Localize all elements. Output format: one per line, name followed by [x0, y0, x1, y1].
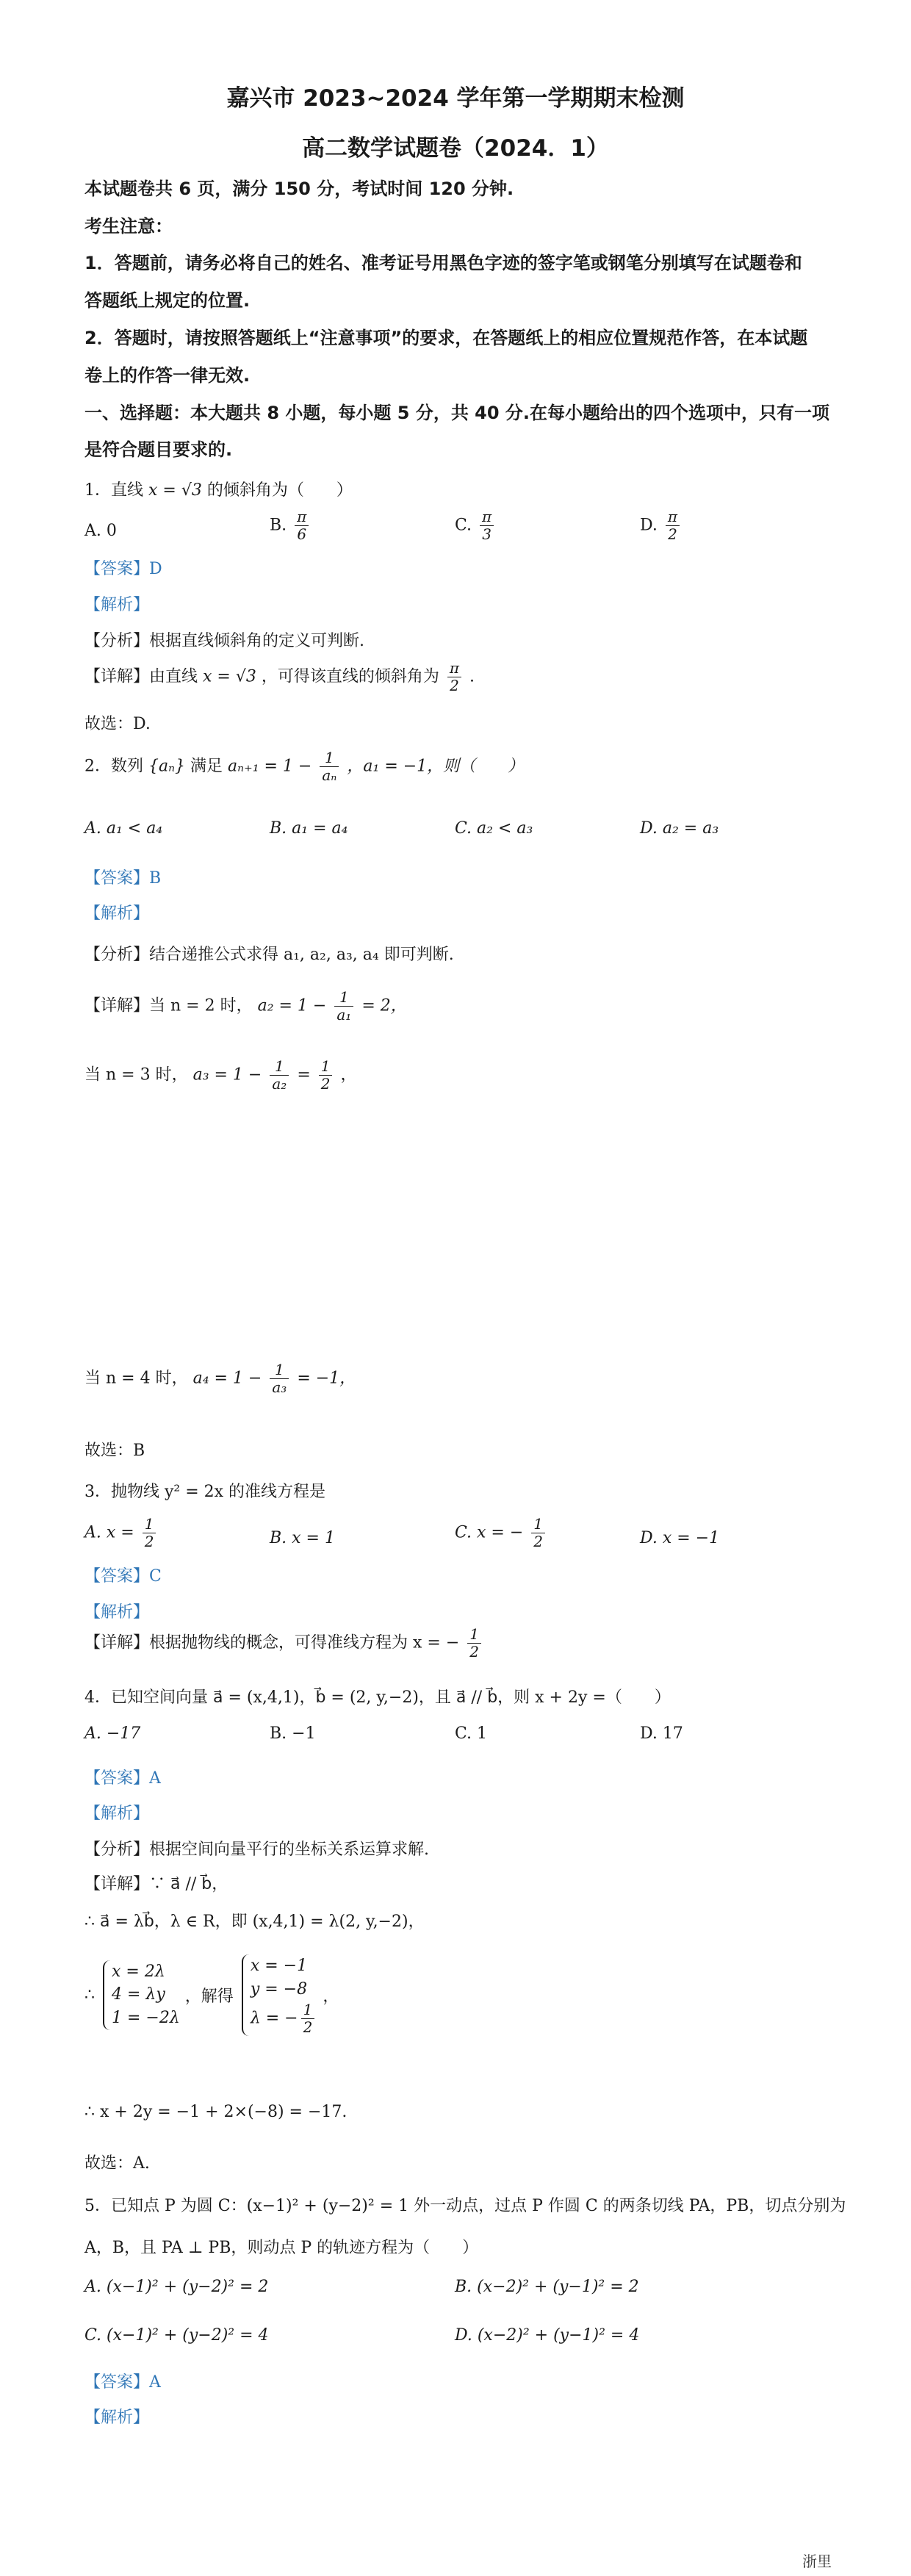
q4-option-a: A. −17 [84, 1724, 141, 1743]
q2-step-1 [84, 989, 407, 1023]
q1-xiangjie-frac: $\frac{\pi}{2}$ [447, 660, 461, 694]
q4-therefore: ∴ [84, 1985, 95, 2004]
q4-solution-lambda: λ = − $\frac{1}{2}$ [251, 2001, 318, 2036]
q1-xiangjie-end: . [469, 667, 475, 686]
q5-answer: 【答案】A [84, 2373, 161, 2392]
q1-xiangjie-prefix: 【详解】由直线 [84, 667, 198, 686]
q3-xiangjie [84, 1626, 484, 1661]
note-1: 1．答题前，请务必将自己的姓名、准考证号用黑色字迹的签字笔或钢笔分别填写在试题卷和 [84, 253, 802, 273]
exam-title: 嘉兴市 2023~2024 学年第一学期期末检测 [226, 85, 685, 112]
q4-option-c: C. 1 [455, 1724, 488, 1743]
q4-system-brace [103, 1960, 180, 2031]
q2-step-2-result: $\frac{1}{2}$ [319, 1058, 333, 1093]
q2-step-3-frac: $\frac{1}{\text{a₃}}$ [270, 1361, 289, 1396]
q4-final-line: ∴ x + 2y = −1 + 2×(−8) = −17. [84, 2103, 348, 2121]
q1-xiangjie-mid: ，可得该直线的倾斜角为 [261, 667, 439, 686]
q2-option-b: B. a₁ = a₄ [270, 819, 348, 838]
q2-stem-mid: 满足 [190, 757, 223, 776]
q4-solution-x: x = −1 [250, 1957, 308, 1975]
q5-option-c: C. (x−1)² + (y−2)² = 4 [84, 2326, 269, 2345]
q3-stem: 3．抛物线 y² = 2x 的准线方程是 [84, 1483, 326, 1501]
q3-option-a [84, 1516, 159, 1550]
q3-option-a-label: A. x = [84, 1523, 134, 1542]
q1-option-b [270, 508, 312, 543]
q2-step-2-end: ， [340, 1065, 357, 1084]
q2-option-a: A. a₁ < a₄ [84, 819, 163, 838]
q2-step-1-end: = 2， [361, 996, 407, 1015]
q2-stem-rec: aₙ₊₁ = 1 − [228, 757, 312, 776]
q3-option-c-frac: $\frac{1}{2}$ [531, 1516, 545, 1550]
q2-option-c: C. a₂ < a₃ [455, 819, 533, 838]
q2-step-2-frac: $\frac{1}{\text{a₂}}$ [270, 1058, 289, 1093]
q5-option-a: A. (x−1)² + (y−2)² = 2 [84, 2278, 269, 2296]
q2-answer: 【答案】B [84, 869, 162, 888]
q1-option-c-label: C. [455, 516, 472, 535]
q4-equation-system [84, 1954, 339, 2036]
q2-step-3-end: = −1， [297, 1369, 356, 1388]
q2-step-3 [84, 1361, 356, 1396]
q4-system-end: ， [323, 1987, 339, 2006]
q4-solution-brace [242, 1954, 318, 2036]
q2-stem-frac: $\frac{1}{\text{aₙ}}$ [320, 749, 339, 784]
q1-stem [84, 478, 353, 500]
q4-answer: 【答案】A [84, 1769, 161, 1788]
section-heading-cont: 是符合题目要求的. [84, 439, 233, 460]
q2-step-2-lhs: a₃ = 1 − [192, 1065, 262, 1084]
q1-stem-suffix: 的倾斜角为（ ） [206, 481, 353, 500]
q5-stem-cont: A，B，且 PA ⊥ PB，则动点 P 的轨迹方程为（ ） [84, 2239, 479, 2257]
q4-system-eq-2: 4 = λy [112, 1985, 165, 2004]
q2-step-1-prefix: 【详解】当 n = 2 时， [84, 996, 253, 1015]
intro-notice: 考生注意： [84, 216, 173, 237]
q4-option-d: D. 17 [640, 1724, 683, 1743]
q4-solve-label: ，解得 [184, 1987, 234, 2006]
q1-xiangjie [84, 660, 475, 694]
q4-fenxi: 【分析】根据空间向量平行的坐标关系运算求解. [84, 1841, 429, 1859]
section-heading: 一、选择题：本大题共 8 小题，每小题 5 分，共 40 分.在每小题给出的四个选项中，只有一项 [84, 403, 830, 423]
intro-line: 本试题卷共 6 页，满分 150 分，考试时间 120 分钟. [84, 179, 514, 199]
q1-option-d-label: D. [640, 516, 658, 535]
q4-system-eq-1: x = 2λ [112, 1962, 165, 1981]
q3-xiangjie-text: 【详解】根据抛物线的概念，可得准线方程为 x = − [84, 1633, 460, 1652]
q1-option-a: A. 0 [84, 522, 117, 540]
q4-solution-y: y = −8 [250, 1979, 308, 1998]
q2-stem-seq: {aₙ} [148, 757, 186, 776]
q2-step-3-lhs: a₄ = 1 − [192, 1369, 262, 1388]
q2-analysis-label: 【解析】 [84, 904, 150, 923]
q5-stem: 5．已知点 P 为圆 C：(x−1)² + (y−2)² = 1 外一动点，过点 P 作圆 C 的两条切线 PA，PB，切点分别为 [84, 2197, 846, 2215]
q2-step-1-frac: $\frac{1}{\text{a₁}}$ [334, 989, 353, 1023]
q1-option-b-label: B. [270, 516, 287, 535]
q3-xiangjie-frac: $\frac{1}{2}$ [467, 1626, 481, 1661]
q1-xiangjie-math: x = √3 [203, 667, 256, 686]
q1-analysis-label: 【解析】 [84, 596, 150, 614]
q2-stem-init: ，a₁ = −1，则（ ） [347, 757, 525, 776]
q1-option-c-frac: $\frac{\pi}{3}$ [480, 508, 494, 543]
q1-option-d-frac: $\frac{\pi}{2}$ [666, 508, 680, 543]
q3-option-d: D. x = −1 [640, 1529, 720, 1547]
q3-analysis-label: 【解析】 [84, 1603, 150, 1622]
q2-fenxi: 【分析】结合递推公式求得 a₁, a₂, a₃, a₄ 即可判断. [84, 946, 454, 964]
q2-stem [84, 749, 524, 784]
note-2-cont: 卷上的作答一律无效. [84, 365, 251, 386]
q1-option-d [640, 508, 683, 543]
note-2: 2．答题时，请按照答题纸上“注意事项”的要求，在答题纸上的相应位置规范作答，在本试题 [84, 328, 808, 348]
footer-watermark: 浙里 [802, 2552, 832, 2570]
q1-fenxi: 【分析】根据直线倾斜角的定义可判断. [84, 632, 364, 650]
q4-stem: 4．已知空间向量 a⃗ = (x,4,1)，b⃗ = (2, y,−2)，且 a⃗ // b⃗，则 x + 2y =（ ） [84, 1688, 671, 1707]
q2-step-1-lhs: a₂ = 1 − [257, 996, 327, 1015]
q2-conclusion: 故选：B [84, 1442, 145, 1460]
q2-stem-prefix: 2．数列 [84, 757, 143, 776]
q4-analysis-label: 【解析】 [84, 1805, 150, 1823]
q3-option-c-label: C. x = − [455, 1523, 524, 1542]
q1-option-c [455, 508, 497, 543]
q5-option-d: D. (x−2)² + (y−1)² = 4 [455, 2326, 640, 2345]
q1-answer: 【答案】D [84, 560, 162, 578]
note-1-cont: 答题纸上规定的位置. [84, 290, 251, 311]
q3-answer: 【答案】C [84, 1567, 162, 1586]
q2-option-d: D. a₂ = a₃ [640, 819, 719, 838]
q2-step-2-eq: = [297, 1065, 311, 1084]
q2-step-2 [84, 1058, 357, 1093]
q5-option-b: B. (x−2)² + (y−1)² = 2 [455, 2278, 639, 2296]
q4-xiangjie: 【详解】∵ a⃗ // b⃗， [84, 1875, 228, 1893]
q3-option-a-frac: $\frac{1}{2}$ [143, 1516, 156, 1550]
q4-conclusion: 故选：A. [84, 2154, 150, 2173]
q1-option-b-frac: $\frac{\pi}{6}$ [295, 508, 309, 543]
q1-conclusion: 故选：D. [84, 715, 151, 733]
q5-analysis-label: 【解析】 [84, 2408, 150, 2427]
q4-system-eq-3: 1 = −2λ [112, 2009, 180, 2028]
exam-subtitle: 高二数学试题卷（2024．1） [302, 135, 609, 162]
q4-line-2: ∴ a⃗ = λb⃗，λ ∈ R，即 (x,4,1) = λ(2, y,−2)， [84, 1913, 425, 1931]
q4-option-b: B. −1 [270, 1724, 316, 1743]
q3-option-b: B. x = 1 [270, 1529, 335, 1547]
q3-option-c [455, 1516, 548, 1550]
q2-step-2-prefix: 当 n = 3 时， [84, 1065, 188, 1084]
q2-step-3-prefix: 当 n = 4 时， [84, 1369, 188, 1388]
q1-stem-prefix: 1．直线 [84, 481, 143, 500]
q1-stem-math: x = √3 [148, 481, 202, 500]
